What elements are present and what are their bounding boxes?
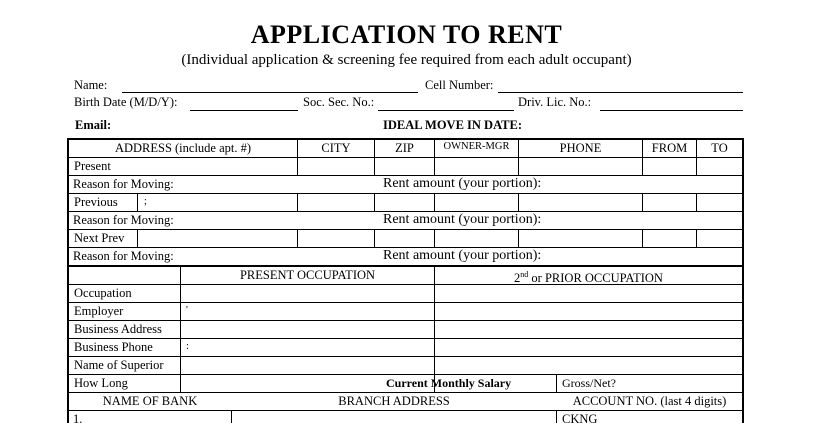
ssn-field[interactable] — [378, 110, 514, 111]
account-number-header: ACCOUNT NO. (last 4 digits) — [572, 394, 727, 408]
ssn-label: Soc. Sec. No.: — [303, 95, 375, 109]
email-label: Email: — [75, 118, 112, 132]
birth-date-field[interactable] — [190, 110, 298, 111]
license-field[interactable] — [600, 110, 743, 111]
superior-row-label: Name of Superior — [74, 358, 164, 372]
cell-number-label: Cell Number: — [425, 78, 494, 92]
occupation-row-label: Occupation — [74, 286, 132, 300]
owner-mgr-header: OWNER-MGR — [443, 141, 510, 152]
present-rent-label: Rent amount (your portion): — [383, 176, 542, 191]
present-reason-label: Reason for Moving: — [73, 177, 174, 191]
business-phone-row-label: Business Phone — [74, 340, 153, 354]
next-prev-reason-label: Reason for Moving: — [73, 249, 174, 263]
zip-header: ZIP — [395, 141, 414, 155]
form-subtitle: (Individual application & screening fee required from each adult occupant) — [181, 52, 632, 68]
employer-row-label: Employer — [74, 304, 124, 318]
name-label: Name: — [74, 78, 108, 92]
name-field[interactable] — [122, 92, 418, 93]
form-title: APPLICATION TO RENT — [250, 20, 563, 49]
birth-date-label: Birth Date (M/D/Y): — [74, 95, 178, 109]
cell-number-field[interactable] — [498, 92, 743, 93]
next-prev-rent-label: Rent amount (your portion): — [383, 248, 542, 263]
employer-mark: ' — [186, 305, 188, 316]
move-in-date-label: IDEAL MOVE IN DATE: — [383, 118, 523, 132]
monthly-salary-label: Current Monthly Salary — [386, 376, 512, 390]
business-address-row-label: Business Address — [74, 322, 162, 336]
bank-row-number: 1. — [73, 412, 83, 426]
previous-reason-label: Reason for Moving: — [73, 213, 174, 227]
license-label: Driv. Lic. No.: — [518, 95, 592, 109]
from-header: FROM — [651, 141, 688, 155]
city-header: CITY — [321, 141, 351, 155]
present-occupation-header: PRESENT OCCUPATION — [239, 268, 376, 282]
next-prev-label: Next Prev — [74, 231, 125, 245]
to-header: TO — [711, 141, 728, 155]
gross-net-label: Gross/Net? — [562, 376, 616, 390]
present-label: Present — [74, 159, 111, 173]
business-phone-mark: : — [186, 341, 189, 352]
bank-name-header: NAME OF BANK — [102, 394, 198, 408]
how-long-row-label: How Long — [74, 376, 128, 390]
phone-header: PHONE — [559, 141, 602, 155]
previous-rent-label: Rent amount (your portion): — [383, 212, 542, 227]
checking-label: CKNG — [562, 412, 598, 426]
branch-address-header: BRANCH ADDRESS — [338, 394, 450, 408]
previous-label: Previous — [74, 195, 118, 209]
address-header: ADDRESS (include apt. #) — [114, 141, 252, 155]
previous-mark: ; — [144, 196, 147, 207]
prior-occupation-header: 2nd or PRIOR OCCUPATION — [514, 270, 663, 286]
